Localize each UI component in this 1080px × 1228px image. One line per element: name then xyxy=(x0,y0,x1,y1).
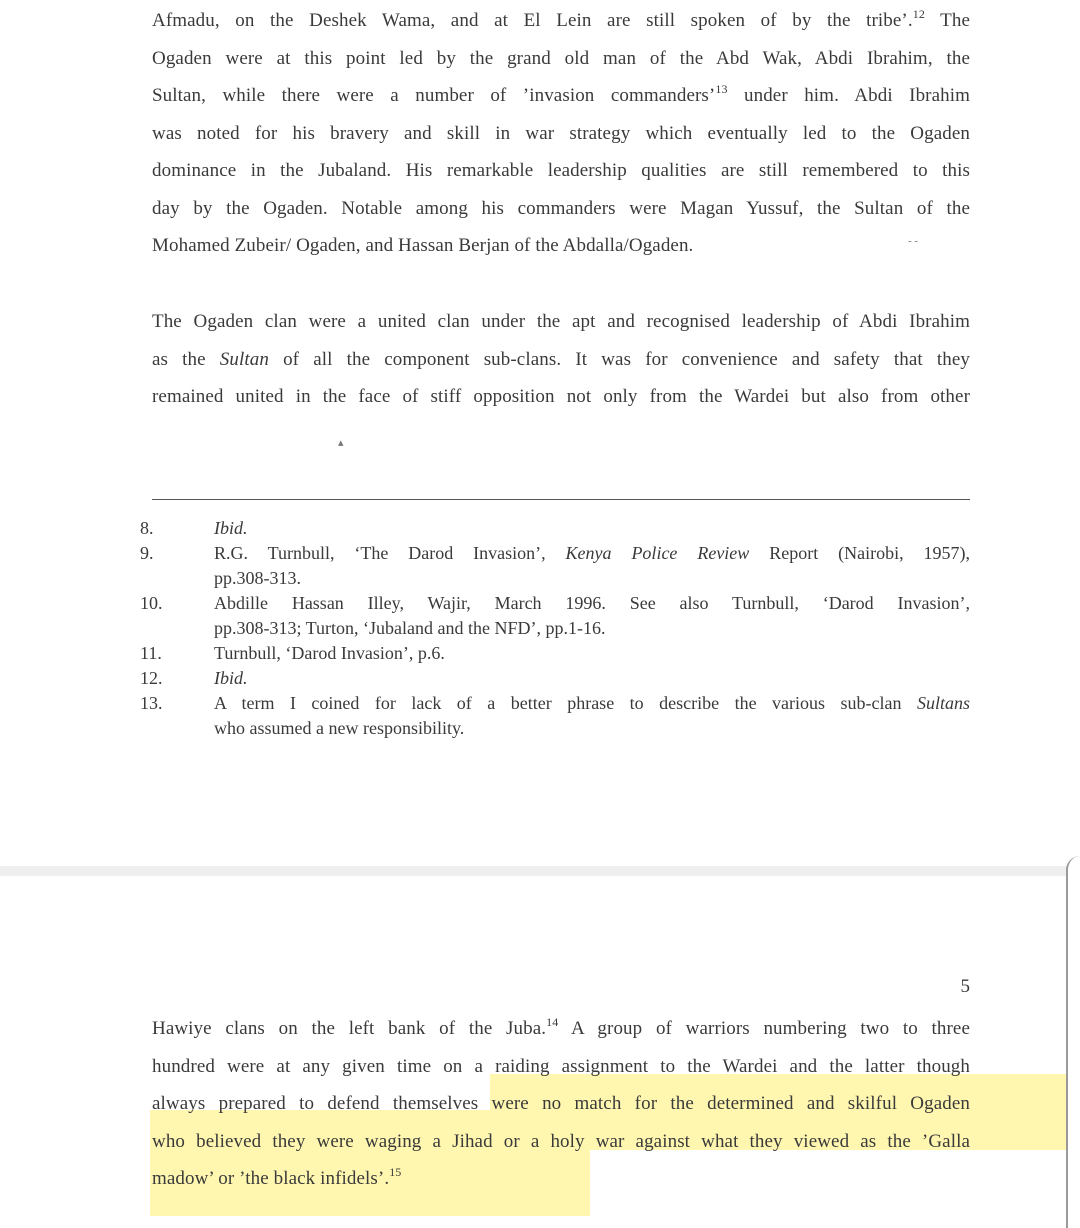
text-line: Hawiye clans on the left bank of the Juba.$^{14}$ A group of warriors numbering two to three xyxy=(152,1015,970,1039)
footnote-ref-15: 15 xyxy=(389,1165,402,1179)
footnote-ref-13: 13 xyxy=(715,82,728,96)
footnote-number: 8. xyxy=(140,518,154,538)
text-line: Ogaden were at this point led by the grand old man of the Abd Wak, Abdi Ibrahim, the xyxy=(152,47,970,69)
scan-speck: - - xyxy=(908,235,919,247)
footnote-13: 13. A term I coined for lack of a better phrase to describe the various sub-clan Sultans who assumed a new responsibility. xyxy=(140,691,970,741)
body-paragraph-2 xyxy=(152,303,970,416)
text-line: always prepared to defend themselves were no match for the determined and skilful Ogaden xyxy=(152,1093,970,1114)
text-line: Afmadu, on the Deshek Wama, and at El Lein are still spoken of by the tribe’.$^{12}$ The xyxy=(152,7,970,31)
footnote-number: 10. xyxy=(140,593,163,613)
text-line: Mohamed Zubeir/ Ogaden, and Hassan Berjan of the Abdalla/Ogaden. xyxy=(152,235,694,256)
text-line: madow’ or ’the black infidels’.$^{15}$ xyxy=(152,1165,402,1189)
footnote-12: 12. Ibid. xyxy=(140,666,970,691)
footnote-9: 9. R.G. Turnbull, ‘The Darod Invasion’, Kenya Police Review Report (Nairobi, 1957), pp.308-313. xyxy=(140,541,970,591)
text-line: as the Sultan of all the component sub-clans. It was for convenience and safety that they xyxy=(152,348,970,370)
page-number: 5 xyxy=(960,976,970,997)
footnote-number: 11. xyxy=(140,643,162,663)
footnote-8: 8. Ibid. xyxy=(140,516,970,541)
text-line: hundred were at any given time on a raiding assignment to the Wardei and the latter though xyxy=(152,1055,970,1077)
body-paragraph-3 xyxy=(152,1010,970,1198)
footnote-number: 9. xyxy=(140,543,154,563)
body-paragraph-1 xyxy=(152,2,970,265)
page-edge-curl xyxy=(1066,856,1080,1228)
text-line: who believed they were waging a Jihad or a holy war against what they viewed as the ’Galla xyxy=(152,1130,970,1152)
footnote-number: 12. xyxy=(140,668,163,688)
emphasis-sultan: Sultan xyxy=(219,348,269,370)
footnote-ref-14: 14 xyxy=(546,1015,559,1029)
scan-speck: ▴ xyxy=(338,437,344,449)
text-line: Sultan, while there were a number of ’invasion commanders’$^{13}$ under him. Abdi Ibrahim xyxy=(152,82,970,106)
footnote-10: 10. Abdille Hassan Illey, Wajir, March 1996. See also Turnbull, ‘Darod Invasion’, pp.308-313; Turton, ‘Jubaland and the NFD’, pp.1-16. xyxy=(140,591,970,641)
text-line: dominance in the Jubaland. His remarkable leadership qualities are still remembered to this xyxy=(152,160,970,181)
footnote-11: 11. Turnbull, ‘Darod Invasion’, p.6. xyxy=(140,641,970,666)
page-separator xyxy=(0,866,1080,876)
footnote-ref-12: 12 xyxy=(912,7,925,21)
document-page-bottom xyxy=(0,876,1080,1228)
text-line: The Ogaden clan were a united clan under the apt and recognised leadership of Abdi Ibrahim xyxy=(152,311,970,332)
text-line: was noted for his bravery and skill in war strategy which eventually led to the Ogaden xyxy=(152,122,970,144)
footnote-number: 13. xyxy=(140,693,163,713)
text-line: remained united in the face of stiff opposition not only from the Wardei but also from other xyxy=(152,386,970,407)
footnote-divider xyxy=(152,499,970,500)
footnotes-list xyxy=(140,516,970,741)
text-line: day by the Ogaden. Notable among his commanders were Magan Yussuf, the Sultan of the xyxy=(152,197,970,219)
